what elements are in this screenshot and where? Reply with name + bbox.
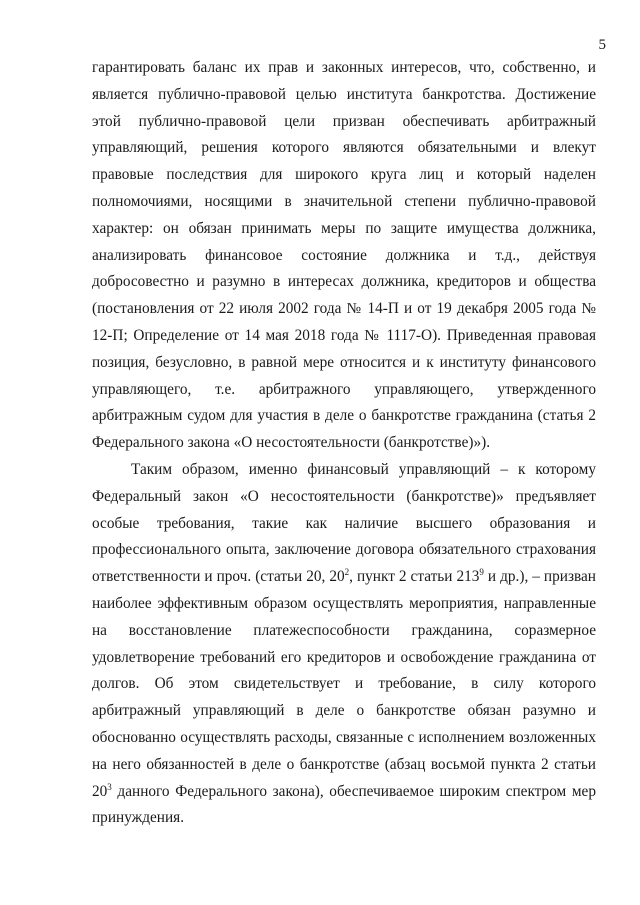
document-body [92, 55, 596, 832]
paragraph-1: гарантировать баланс их прав и законных интересов, что, собственно, и является публично-правовой целью института банкротства. Достижение этой публично-правовой цели призван обеспечивать арбитражный управляющий, решения которого являются обязательными и влекут правовые последствия для широкого круга лиц и который наделен полномочиями, носящими в значительной степени публично-правовой характер: он обязан принимать меры по защите имущества должника, анализировать финансовое состояние должника и т.д., действуя добросовестно и разумно в интересах должника, кредиторов и общества (постановления от 22 июля 2002 года № 14-П и от 19 декабря 2005 года № 12-П; Определение от 14 мая 2018 года № 1117-О). Приведенная правовая позиция, безусловно, в равной мере относится и к институту финансового управляющего, т.е. арбитражного управляющего, утвержденного арбитражным судом для участия в деле о банкротстве гражданина (статья 2 Федерального закона «О несостоятельности (банкротстве)»). [92, 59, 596, 452]
paragraph-2-text-3: и др.), – призван наиболее эффективным образом осуществлять мероприятия, направленные на восстановление платежеспособности гражданина, соразмерное удовлетворение требований его кредиторов и освобождение гражданина от долгов. Об этом свидетельствует и требование, в силу которого арбитражный управляющий в деле о банкротстве обязан разумно и обоснованно осуществлять расходы, связанные с исполнением возложенных на него обязанностей в деле о банкротстве (абзац восьмой пункта 2 статьи 20 [92, 568, 596, 800]
paragraph-2-text-4: данного Федерального закона), обеспечиваемое широким спектром мер принуждения. [92, 782, 596, 827]
superscript-article-213-9: 9 [479, 567, 484, 578]
superscript-article-20-3: 3 [107, 781, 112, 792]
page-number: 5 [598, 37, 606, 53]
paragraph-2-text-1: Таким образом, именно финансовый управляющий – к которому Федеральный закон «О несостоятельности (банкротстве)» предъявляет особые требования, такие как наличие высшего образования и профессионального опыта, заключение договора обязательного страхования ответственности и проч. (статьи 20, 20 [92, 460, 596, 586]
paragraph-2 [92, 457, 596, 832]
paragraph-2-text-2: , пункт 2 статьи 213 [349, 568, 480, 586]
superscript-article-20-2: 2 [344, 567, 350, 578]
